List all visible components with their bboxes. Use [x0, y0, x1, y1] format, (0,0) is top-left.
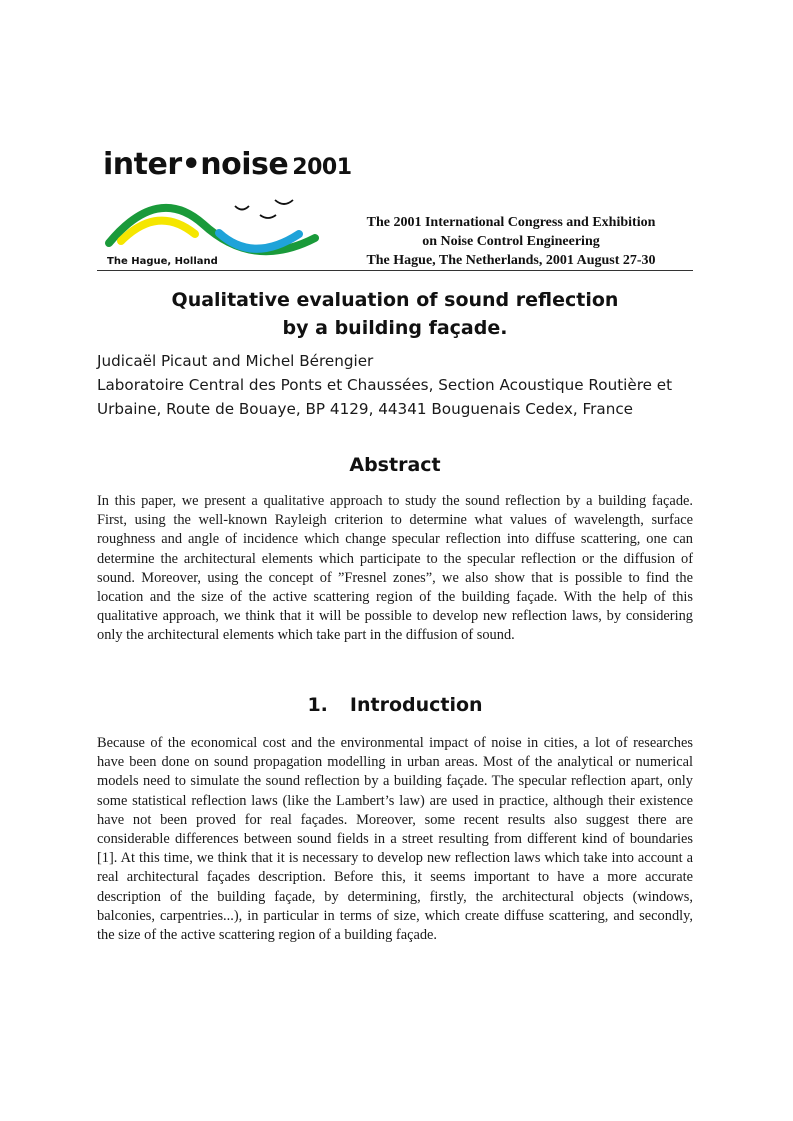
header-divider — [97, 270, 693, 271]
paper-title-line-1: Qualitative evaluation of sound reflection — [171, 289, 619, 311]
logo-wordmark-text: inter•noise — [103, 147, 289, 182]
congress-line-2: on Noise Control Engineering — [422, 234, 600, 249]
smile-arc-icon — [260, 215, 276, 218]
author-block — [97, 349, 697, 421]
introduction-heading — [97, 692, 693, 718]
logo-wordmark — [103, 146, 352, 187]
abstract-text: In this paper, we present a qualitative approach to study the sound reflection by a building façade. First, using the well-known Rayleigh criterion to determine what values of wavelength, surface roughness and angle of incidence which change specular reflection into diffuse scattering, one can determine the architectural elements which participate to the specular reflection or the diffusion of sound. Moreover, using the concept of ”Fresnel zones”, we also show that is possible to find the location and the size of the active scattering region of the building façade. With the help of this qualitative approach, we think that it will be possible to develop new reflection laws, by considering only the architectural elements which take part in the diffusion of sound. — [97, 493, 693, 644]
smile-arc-icon — [275, 200, 293, 204]
conference-logo — [103, 146, 352, 274]
abstract-heading: Abstract — [349, 454, 441, 476]
affiliation-line-1: Laboratoire Central des Ponts et Chaussées, Section Acoustique Routière et — [97, 376, 673, 394]
congress-line-1: The 2001 International Congress and Exhibition — [366, 215, 656, 230]
wave-logo-icon — [103, 186, 323, 256]
section-title: Introduction — [349, 694, 483, 716]
logo-location: The Hague, Holland — [107, 256, 218, 267]
introduction-text: Because of the economical cost and the environmental impact of noise in cities, a lot of researches have been done on sound propagation modelling in urban areas. Most of the analytical or numerical models need to simulate the sound reflection by a building façade. The specular reflection apart, only some statistical reflection laws (like the Lambert’s law) are used in practice, although their existence have not been proved for real façades. Moreover, some recent results also suggest there are considerable differences between sound fields in a street resulting from different kind of boundaries [1]. At this time, we think that it is necessary to develop new reflection laws which take into account a real architectural façades description. Before this, it seems important to have a more accurate description of the building façade, by determining, firstly, the architectural objects (windows, balconies, carpentries...), in particular in terms of size, which create diffuse scattering, and secondly, the size of the active scattering region of a building façade. — [97, 735, 693, 944]
congress-info — [335, 213, 687, 270]
logo-year: 2001 — [292, 155, 352, 180]
paper-title-line-2: by a building façade. — [282, 317, 508, 339]
affiliation-line-2: Urbaine, Route de Bouaye, BP 4129, 44341 Bouguenais Cedex, France — [97, 400, 634, 418]
paper-title — [97, 286, 693, 342]
section-number: 1. — [307, 694, 328, 716]
smile-arc-icon — [235, 206, 249, 210]
authors: Judicaël Picaut and Michel Bérengier — [97, 352, 374, 370]
congress-line-3: The Hague, The Netherlands, 2001 August 27-30 — [366, 253, 656, 268]
